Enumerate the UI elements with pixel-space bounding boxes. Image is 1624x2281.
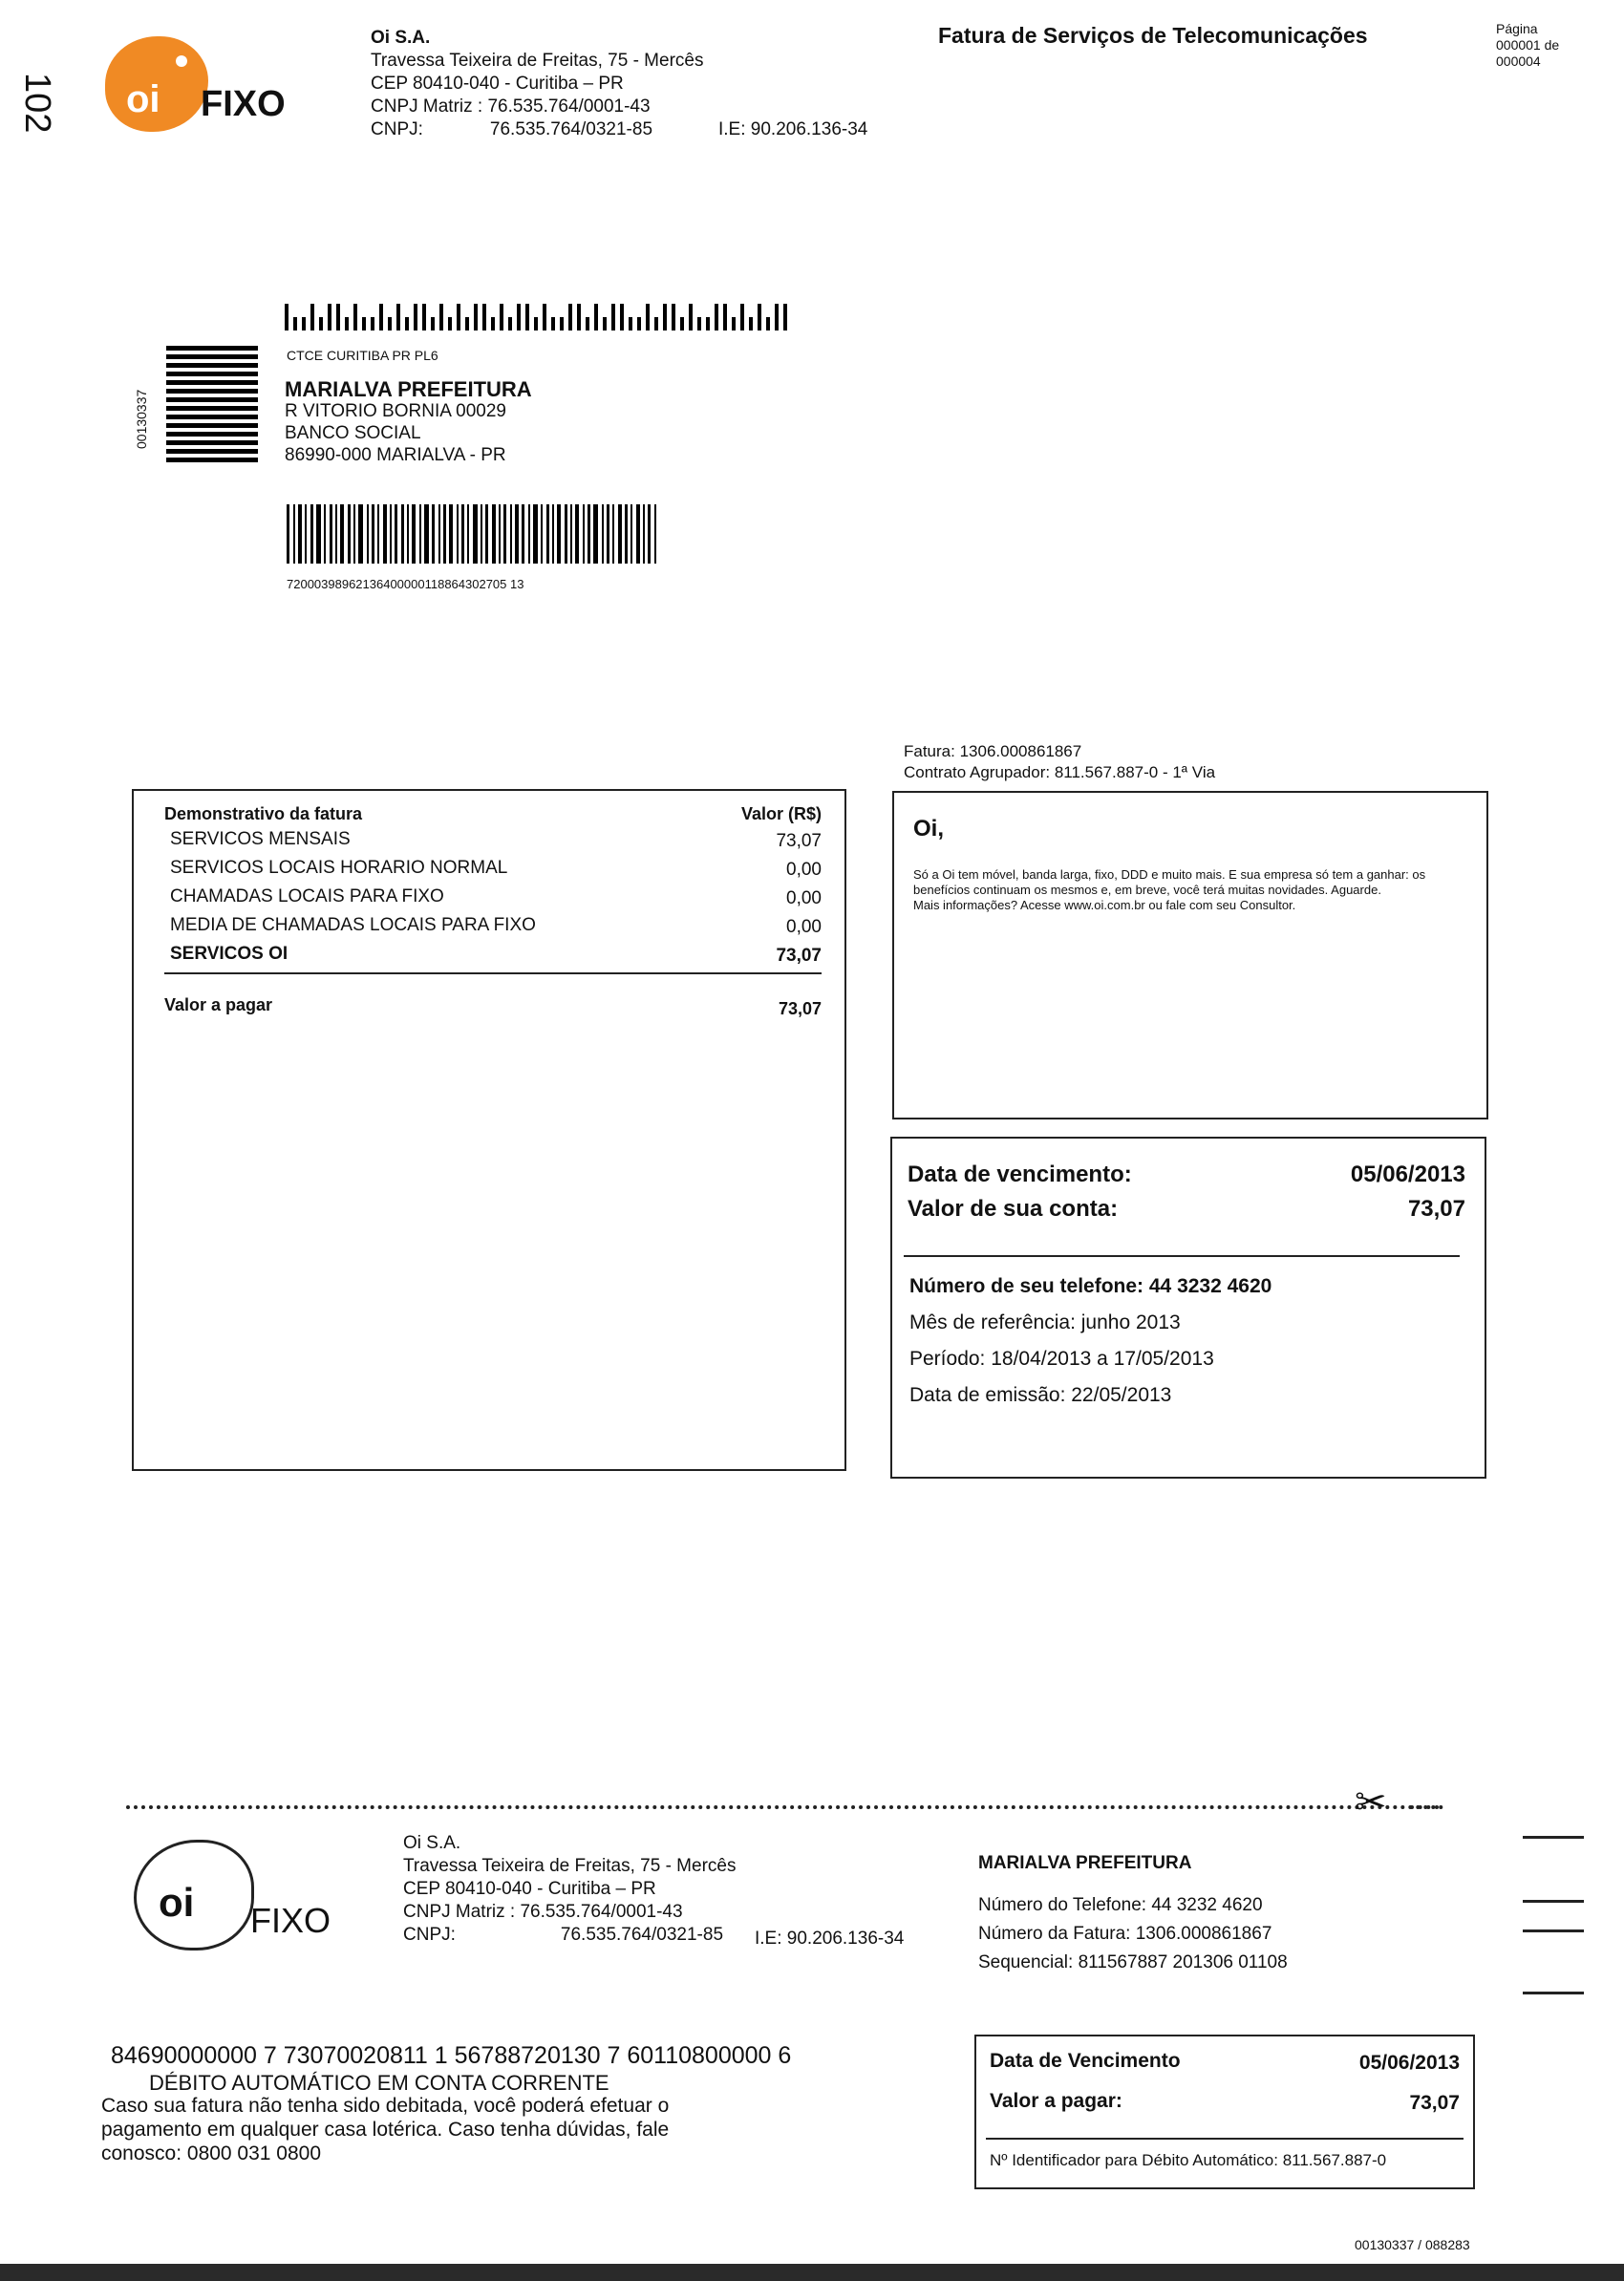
- auto-debit-id: Nº Identificador para Débito Automático: 811.567.887-0: [990, 2151, 1387, 2169]
- brand-text: FIXO: [201, 84, 286, 124]
- oi-logo: oi: [105, 29, 220, 134]
- vertical-code: 00130337: [134, 389, 149, 449]
- message-box: [892, 791, 1488, 1119]
- stub-logo: oi: [130, 1832, 254, 1947]
- value-header: Valor (R$): [740, 804, 822, 823]
- digitable-line: 84690000000 7 73070020811 1 56788720130 7 60110800000 6: [111, 2042, 792, 2069]
- mailing-address: MARIALVA PREFEITURA R VITORIO BORNIA 00029 BANCO SOCIAL 86990-000 MARIALVA - PR: [285, 377, 532, 465]
- stub-company-block: Oi S.A. Travessa Teixeira de Freitas, 75 - Mercês CEP 80410-040 - Curitiba – PR CNPJ Matriz : 76.535.764/0001-43 CNPJ: 76.535.764/0321-85: [403, 1833, 737, 1945]
- total-value: 73,07: [778, 999, 822, 1018]
- statement-item-value: 0,00: [786, 888, 822, 908]
- cut-line: [126, 1805, 1444, 1809]
- stub-amount-value: 73,07: [1409, 2092, 1460, 2114]
- document-title: Fatura de Serviços de Telecomunicações: [938, 23, 1368, 48]
- statement-title: Demonstrativo da fatura: [164, 804, 363, 823]
- state-registration: I.E: 90.206.136-34: [718, 119, 868, 139]
- stub-due-label: Data de Vencimento: [990, 2050, 1181, 2072]
- statement-item-label: SERVICOS OI: [170, 944, 288, 964]
- statement-box: [132, 789, 846, 1471]
- due-box: [890, 1137, 1486, 1479]
- postal-barcode: [285, 304, 792, 332]
- debit-text: Caso sua fatura não tenha sido debitada, você poderá efetuar o pagamento em qualquer casa lotérica. Caso tenha dúvidas, fale conosco: 0800 031 0800: [101, 2095, 670, 2164]
- mailing-route: CTCE CURITIBA PR PL6: [287, 348, 438, 363]
- amount-label: Valor de sua conta:: [908, 1196, 1119, 1222]
- side-barcode: [166, 346, 258, 466]
- phone-info: Número de seu telefone: 44 3232 4620 Mês de referência: junho 2013 Período: 18/04/2013 a 17/05/2013 Data de emissão: 22/05/2013: [909, 1275, 1272, 1406]
- company-block: Oi S.A. Travessa Teixeira de Freitas, 75 - Mercês CEP 80410-040 - Curitiba – PR CNPJ Matriz : 76.535.764/0001-43 CNPJ: 76.535.764/0321-85: [371, 28, 704, 139]
- due-label: Data de vencimento:: [908, 1162, 1132, 1187]
- stub-due-value: 05/06/2013: [1358, 2052, 1460, 2074]
- statement-item-label: MEDIA DE CHAMADAS LOCAIS PARA FIXO: [170, 915, 536, 935]
- stub-customer-block: MARIALVA PREFEITURA Número do Telefone: 44 3232 4620 Número da Fatura: 1306.000861867 Sequencial: 811567887 201306 01108: [978, 1853, 1288, 1972]
- message-text: Só a Oi tem móvel, banda larga, fixo, DDD e muito mais. E sua empresa só tem a ganhar: os benefícios continuam os mesmos e, em breve, você terá muitas novidades. Aguarde. Mais informações? Acesse www.oi.com.br ou fale com seu Consultor.: [913, 867, 1426, 912]
- stub-amount-label: Valor a pagar:: [990, 2090, 1122, 2112]
- statement-item-label: SERVICOS LOCAIS HORARIO NORMAL: [170, 858, 508, 878]
- invoice-numbers: Fatura: 1306.000861867 Contrato Agrupador: 811.567.887-0 - 1ª Via: [904, 742, 1216, 781]
- page-indicator: Página 000001 de 000004: [1496, 21, 1560, 69]
- stub-state-registration: I.E: 90.206.136-34: [755, 1929, 905, 1949]
- statement-item-value: 73,07: [776, 946, 822, 966]
- statement-item-label: SERVICOS MENSAIS: [170, 829, 351, 849]
- statement-item-value: 0,00: [786, 917, 822, 937]
- total-label: Valor a pagar: [164, 995, 273, 1014]
- statement-item-value: 73,07: [776, 831, 822, 851]
- edge-marks: [1523, 1836, 1584, 1994]
- scissors-icon: ✂: [1355, 1781, 1387, 1823]
- side-mark: 102: [17, 73, 57, 134]
- greeting: Oi,: [913, 816, 945, 842]
- amount-value: 73,07: [1407, 1196, 1465, 1222]
- barcode-number: 72000398962136400000118864302705 13: [287, 577, 524, 591]
- statement-item-value: 0,00: [786, 860, 822, 880]
- statement-item-label: CHAMADAS LOCAIS PARA FIXO: [170, 886, 444, 906]
- address-barcode: [287, 504, 659, 568]
- stub-brand-text: FIXO: [250, 1901, 331, 1940]
- footer-code: 00130337 / 088283: [1355, 2237, 1470, 2252]
- stub-due-box: [974, 2035, 1475, 2189]
- due-value: 05/06/2013: [1350, 1162, 1465, 1187]
- debit-title: DÉBITO AUTOMÁTICO EM CONTA CORRENTE: [149, 2071, 609, 2095]
